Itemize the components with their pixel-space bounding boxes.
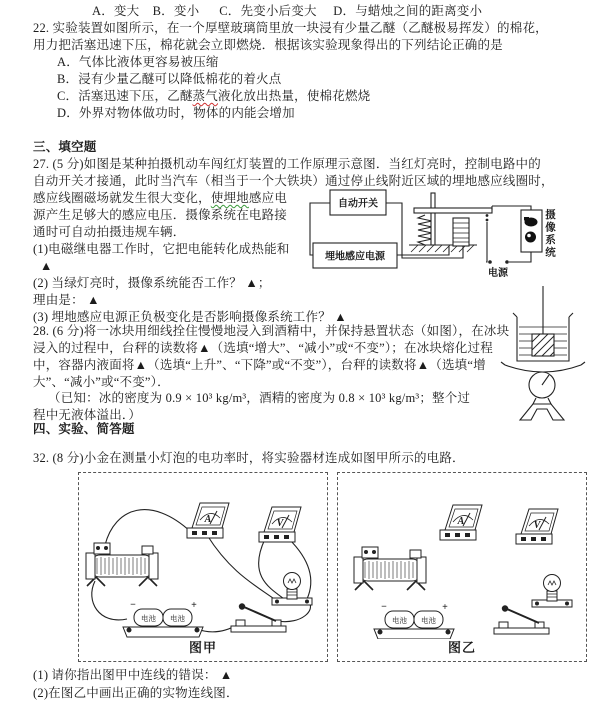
figure-yi-caption: 图乙	[447, 640, 476, 655]
relay-armature	[414, 208, 492, 213]
camera-icon	[524, 217, 529, 221]
q22-option-c-spellcheck: 蒸气	[192, 89, 218, 103]
battery-pack	[374, 602, 454, 640]
ammeter-label: A	[204, 514, 212, 525]
q27-line-5: 通时可自动拍摄违规车辆．	[33, 225, 186, 239]
q22-option-c	[57, 88, 370, 104]
section-heading-experiment: 四、实验、简答题	[33, 422, 135, 436]
q27-line-2: 自动开关才接通，此时当汽车（相当于一个大铁块）通过停止线附近区域的埋地感应线圈时，	[33, 174, 554, 188]
q27-line-3-pre: 感应线圈磁场就发生很大变化，	[33, 191, 211, 205]
rheostat	[354, 547, 426, 590]
scale-pan	[501, 362, 585, 372]
wire	[92, 581, 127, 620]
q27-sub1-blank: ▲	[40, 259, 53, 273]
q28-scale-figure	[498, 286, 608, 424]
lamp	[272, 573, 312, 606]
lamp	[532, 575, 572, 608]
q28-line-5: （已知：冰的密度为 0.9 × 10³ kg/m³，酒精的密度为 0.8 × 10³ kg/m³；整个过	[48, 391, 471, 405]
section-heading-fill-in-blanks: 三、填空题	[33, 140, 97, 154]
q28-line-6: 程中无液体溢出．）	[33, 408, 142, 422]
q32-sub2: (2)在图乙中画出正确的实物连线图．	[33, 686, 239, 700]
q22-option-d: D．外界对物体做功时，物体的内能会增加	[57, 106, 295, 120]
q27-line-3-post: 感应电	[248, 191, 288, 205]
figure-jia-drawing	[79, 473, 325, 639]
ammeter-label: A	[457, 516, 465, 527]
wire	[486, 222, 487, 262]
relay-rod	[431, 193, 435, 245]
figure-yi-drawing	[338, 473, 584, 639]
wire	[492, 206, 531, 210]
figure-yi-box	[337, 472, 587, 662]
q22-option-a: A．气体比液体更容易被压缩	[57, 55, 219, 69]
q27-sub2-reason: 理由是： ▲	[33, 293, 100, 307]
power-terminal	[505, 260, 509, 264]
q28-line-2: 浸入的过程中，台秤的读数将▲（选填“增大”、“减小”或“不变”）；在冰块熔化过程	[33, 341, 493, 355]
lens-icon	[525, 232, 536, 243]
wire	[207, 535, 277, 601]
auto-switch-label: 自动开关	[338, 198, 378, 210]
voltmeter-label: V	[533, 520, 541, 531]
camera-system-box	[521, 210, 542, 252]
q22-option-c-post: 液化放出热量，使棉花燃烧	[217, 89, 371, 103]
scale-base	[520, 404, 564, 420]
q28-line-3: 中，容器内液面将▲（选填“上升”、“下降”或“不变”），台秤的读数将▲（选填“增	[33, 358, 486, 372]
power-terminal	[488, 260, 492, 264]
q27-line-3-grammarcheck: 使埋地	[210, 191, 249, 205]
q27-sub3: (3) 埋地感应电源正负极变化是否影响摄像系统工作？ ▲	[33, 310, 347, 324]
switch	[494, 605, 549, 634]
q27-line-3	[33, 190, 287, 206]
q22-line-2: 用力把活塞迅速下压，棉花就会立即燃烧．根据该实验现象得出的下列结论正确的是	[33, 38, 503, 52]
figure-jia-box	[78, 472, 328, 662]
switch	[231, 603, 286, 632]
wire	[277, 603, 311, 622]
relay-spring	[418, 215, 432, 245]
q28-line-1: 28. (6 分)将一冰块用细线拴住慢慢地浸入到酒精中，并保持悬置状态（如图），在冰块	[33, 324, 510, 338]
rheostat	[86, 543, 158, 586]
power-label: 电源	[488, 268, 508, 279]
fixed-contact	[486, 219, 489, 222]
q32-intro: 32. (8 分)小金在测量小灯泡的电功率时，将实验器材连成如图甲所示的电路．	[33, 451, 465, 465]
wire	[509, 252, 531, 262]
q22-option-c-pre: C．活塞迅速下压，乙醚	[57, 89, 193, 103]
q27-line-4: 源产生足够大的感应电压．摄像系统在电路接	[33, 208, 288, 222]
q27-sub1: (1)电磁继电器工作时，它把电能转化成热能和	[33, 242, 290, 256]
prev-question-options: A．变大 B．变小 C．先变小后变大 D．与蜡烛之间的距离变小	[92, 4, 483, 18]
q22-line-1: 22. 实验装置如图所示，在一个厚壁玻璃筒里放一块浸有少量乙醚（乙醚极易挥发）的棉花，	[33, 21, 548, 35]
q22-option-b: B．浸有少量乙醚可以降低棉花的着火点	[57, 72, 282, 86]
q28-line-4: 大”、“减小”或“不变”）．	[33, 375, 170, 389]
battery-pack	[123, 600, 203, 638]
wire	[397, 246, 449, 255]
q32-sub1: (1) 请你指出图甲中连线的错误： ▲	[33, 668, 233, 682]
figure-jia-caption: 图甲	[188, 640, 217, 655]
voltmeter-label: V	[276, 518, 284, 529]
camera-system-label: 摄像系统	[544, 209, 555, 259]
buried-source-label: 埋地感应电源	[325, 251, 385, 263]
wire	[105, 510, 191, 545]
q27-line-1: 27. (5 分)如图是某种拍摄机动车闯红灯装置的工作原理示意图．当红灯亮时，控制电路中的	[33, 157, 541, 171]
q27-relay-figure	[303, 184, 610, 297]
scale-neck	[533, 398, 551, 404]
q27-sub2: (2) 当绿灯亮时，摄像系统能否工作？ ▲；	[33, 276, 271, 290]
moving-contact	[486, 214, 489, 217]
lens-highlight	[527, 234, 531, 238]
ice-cube	[532, 334, 554, 356]
